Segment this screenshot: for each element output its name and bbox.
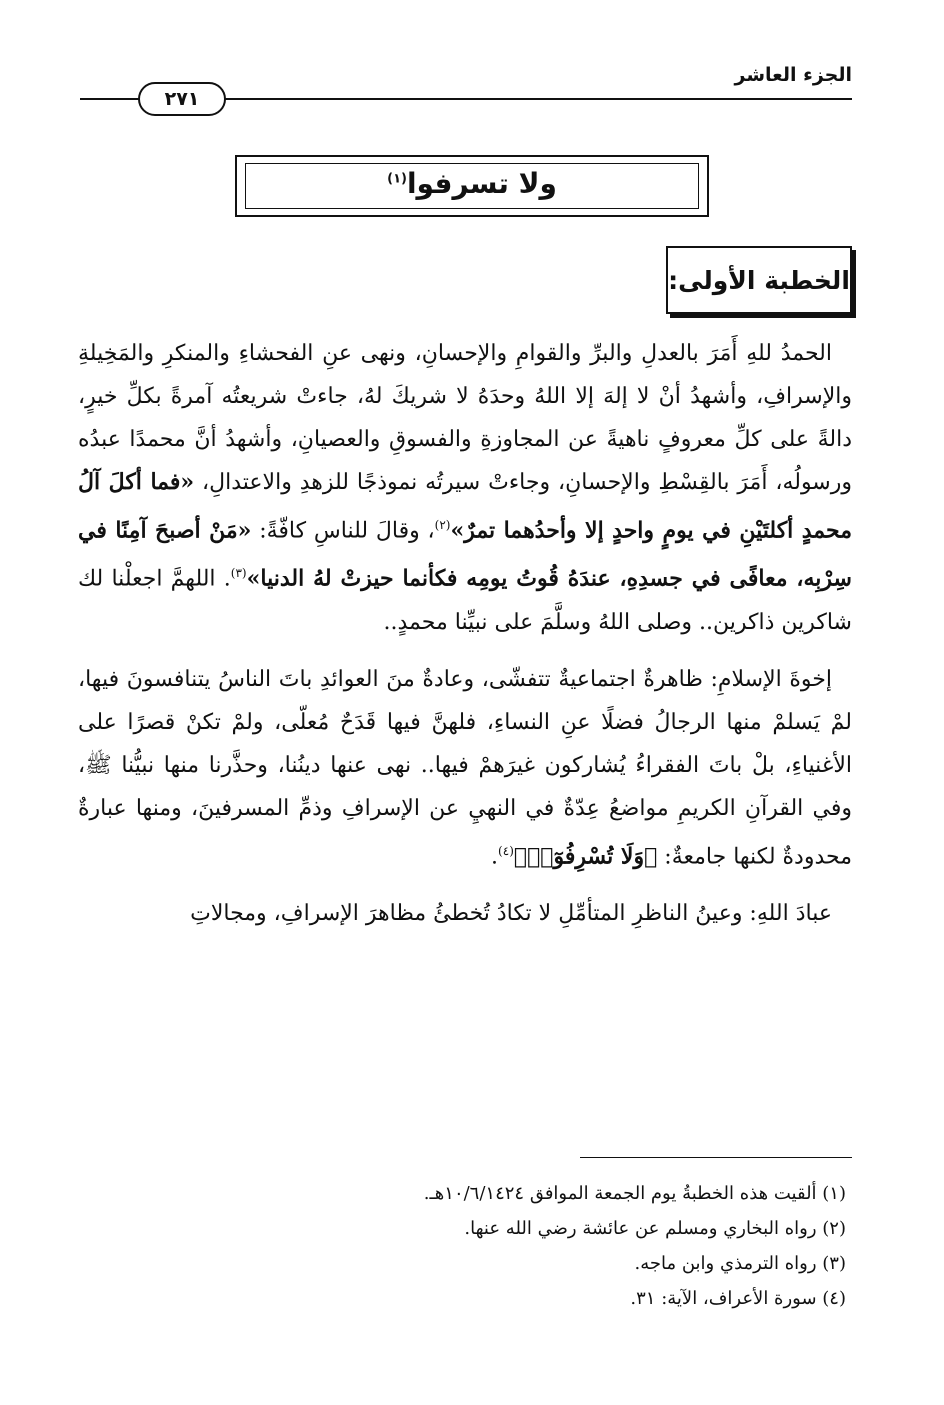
footnote-marker: (٣) bbox=[230, 566, 247, 581]
footnote-marker: (٢) bbox=[434, 518, 451, 532]
hadith-quote: «مَنْ أصبحَ آمِنًا في سِرْبِه، معافًى في جسدِهِ، عندَهُ قُوتُ يومِه فكأنما حيزتْ لهُ الدنيا» bbox=[78, 517, 852, 592]
footnote: (١) ألقيت هذه الخطبةُ يوم الجمعة الموافق ١٠/٦/١٤٢٤هـ. bbox=[423, 1183, 846, 1204]
hadith-quote: «فما أكلَ آلُ محمدٍ أكلتَيْنِ في يومٍ واحدٍ إلا وأحدُهما تمرٌ» bbox=[78, 469, 852, 544]
running-header: الجزء العاشر bbox=[734, 64, 852, 86]
footnotes bbox=[78, 1176, 846, 1316]
paragraph-text: ، وقالَ للناسِ كافّةً: bbox=[251, 518, 435, 544]
footnote-marker: (٤) bbox=[498, 843, 514, 858]
title-frame bbox=[235, 155, 709, 217]
body-text bbox=[78, 332, 852, 935]
page-title bbox=[237, 167, 707, 200]
paragraph bbox=[78, 658, 852, 878]
header-rule bbox=[224, 98, 852, 100]
paragraph bbox=[78, 892, 852, 935]
quran-quote: ﴿وَلَا تُسْرِفُوٓا۟﴾ bbox=[513, 842, 658, 869]
footnote-separator bbox=[580, 1157, 852, 1158]
page-number: ٢٧١ bbox=[138, 82, 226, 116]
footnote: (٢) رواه البخاري ومسلم عن عائشة رضي الله عنها. bbox=[464, 1218, 846, 1239]
paragraph-text: الحمدُ للهِ أَمَرَ بالعدلِ والبرِّ والقوامِ والإحسانِ، ونهى عنِ الفحشاءِ والمنكرِ والمَخِيلةِ والإسرافِ، وأشهدُ أنْ لا إلهَ إلا اللهُ وحدَهُ لا شريكَ لهُ، جاءتْ شريعتُه آمرةً بكلِّ خيرٍ، دالةً على كلِّ معروفٍ ناهيةً عن المجاوزةِ والفسوقِ والعصيانِ، وأشهدُ أنَّ محمدًا عبدُه ورسولُه، أَمَرَ بالقِسْطِ والإحسانِ، وجاءتْ سيرتُه نموذجًا للزهدِ والاعتدالِ، bbox=[78, 341, 852, 495]
section-heading: الخطبة الأولى: bbox=[666, 246, 852, 314]
paragraph-text: عبادَ اللهِ: وعينُ الناظرِ المتأمِّلِ لا تكادُ تُخطئُ مظاهرَ الإسرافِ، ومجالاتِ bbox=[190, 900, 832, 926]
footnote: (٣) رواه الترمذي وابن ماجه. bbox=[634, 1253, 846, 1274]
paragraph-text: . bbox=[491, 843, 499, 869]
paragraph-text: . اللهمَّ اجعلْنا لك شاكرين ذاكرين.. وصلى اللهُ وسلَّمَ على نبيِّنا محمدٍ.. bbox=[78, 566, 852, 635]
paragraph-text: إخوةَ الإسلامِ: ظاهرةٌ اجتماعيةٌ تتفشّى، وعادةٌ منَ العوائدِ باتَ الناسُ يتنافسونَ فيها، لمْ يَسلمْ منها الرجالُ فضلًا عنِ النساءِ، فلهنَّ فيها قَدَحٌ مُعلّى، ولمْ تكنْ قصرًا على الأغنياءِ، بلْ باتَ الفقراءُ يُشاركون غيرَهمْ فيها.. نهى عنها دينُنا، وحذَّرنا منها نبيُّنا ﷺ، وفي القرآنِ الكريمِ مواضعُ عِدّةٌ في النهيِ عن الإسرافِ وذمِّ المسرفينَ، ومنها عبارةٌ محدودةٌ لكنها جامعةٌ: bbox=[78, 666, 852, 869]
footnote: (٤) سورة الأعراف، الآية: ٣١. bbox=[630, 1288, 846, 1309]
paragraph bbox=[78, 332, 852, 644]
header-rule bbox=[80, 98, 140, 100]
title-footnote-marker: (١) bbox=[387, 171, 407, 187]
title-text: ولا تسرفوا bbox=[406, 167, 557, 200]
